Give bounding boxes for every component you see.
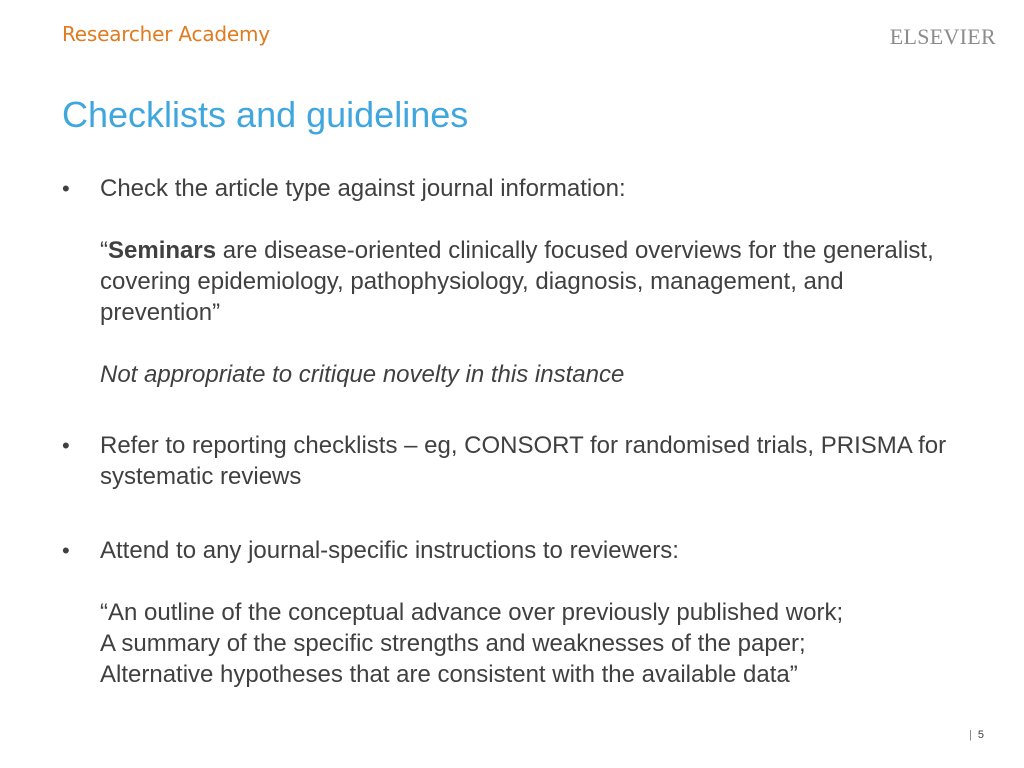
- instructions-quote-line: Alternative hypotheses that are consistent with the available data”: [100, 661, 798, 688]
- instructions-quote-line: A summary of the specific strengths and weaknesses of the paper;: [100, 630, 806, 657]
- bullet-dot-icon: •: [62, 538, 70, 563]
- bullet-dot-icon: •: [62, 433, 70, 458]
- slide-footer: [969, 729, 984, 741]
- quote-open-mark: “: [100, 237, 108, 264]
- spacer: [100, 204, 962, 235]
- bullet-item-reporting-checklists: [62, 430, 962, 492]
- researcher-academy-logo: Researcher Academy: [62, 22, 270, 46]
- quote-body: are disease-oriented clinically focused overviews for the generalist, covering epidemiology, pathophysiology, diagnosis, management, and prevention”: [100, 237, 934, 326]
- bullet-intro: Attend to any journal-specific instructions to reviewers:: [100, 537, 679, 564]
- seminars-quote: [100, 235, 962, 328]
- bullet-list: [62, 173, 962, 690]
- bullet-text: Refer to reporting checklists – eg, CONSORT for randomised trials, PRISMA for systematic reviews: [100, 432, 947, 490]
- novelty-note: Not appropriate to critique novelty in this instance: [100, 361, 625, 388]
- page-number: 5: [977, 729, 984, 741]
- slide-title: Checklists and guidelines: [62, 94, 469, 135]
- bullet-dot-icon: •: [62, 176, 70, 201]
- spacer: [100, 328, 962, 359]
- spacer: [100, 566, 962, 597]
- footer-separator: |: [969, 729, 972, 741]
- quote-bold-term: Seminars: [108, 237, 217, 264]
- bullet-item-article-type: [62, 173, 962, 390]
- instructions-quote-line: “An outline of the conceptual advance over previously published work;: [100, 599, 844, 626]
- bullet-intro: Check the article type against journal information:: [100, 175, 626, 202]
- bullet-item-journal-instructions: [62, 535, 962, 690]
- elsevier-logo: ELSEVIER: [889, 24, 996, 49]
